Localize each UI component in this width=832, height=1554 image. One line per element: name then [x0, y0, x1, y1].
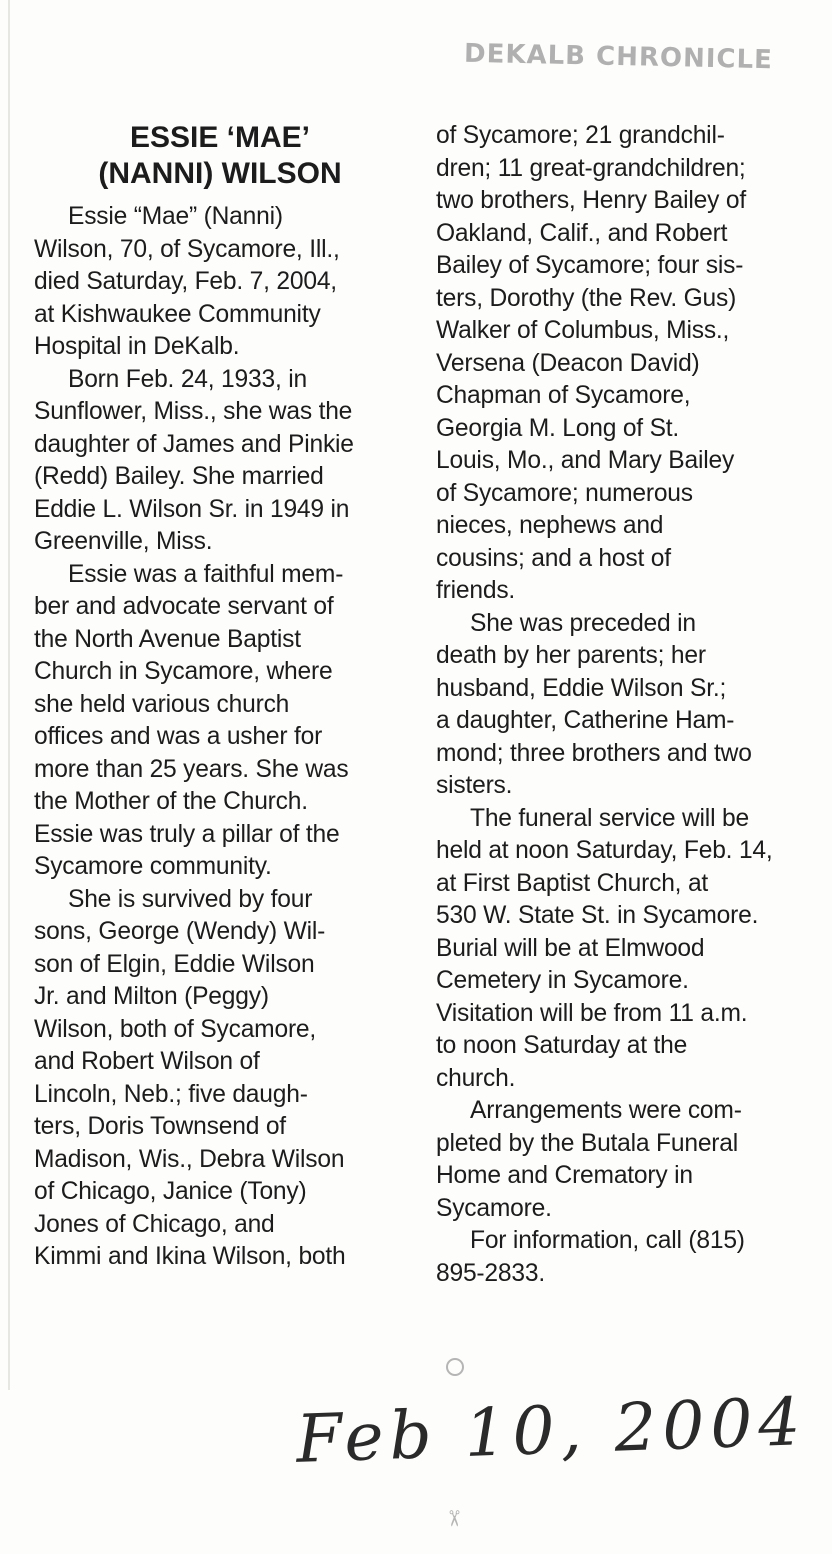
text-line: ters, Doris Townsend of — [34, 1113, 286, 1140]
headline-line: (NANNI) WILSON — [98, 157, 342, 190]
text-line: Madison, Wis., Debra Wilson — [34, 1145, 345, 1173]
text-line: at First Baptist Church, at — [436, 869, 709, 897]
text-line: Born Feb. 24, 1933, in — [68, 365, 307, 393]
text-line: Oakland, Calif., and Robert — [436, 219, 728, 247]
text-line: of Sycamore; 21 grandchil- — [436, 122, 725, 149]
obituary-paragraph — [436, 1225, 816, 1290]
text-line: Louis, Mo., and Mary Bailey — [436, 447, 735, 474]
text-line: Walker of Columbus, Miss., — [436, 317, 730, 344]
obituary-paragraph — [436, 803, 816, 1096]
text-line: Essie was a faithful mem- — [68, 560, 344, 588]
right-column — [436, 120, 816, 1290]
text-line: sisters. — [436, 772, 513, 799]
text-line: the Mother of the Church. — [34, 788, 308, 815]
text-line: son of Elgin, Eddie Wilson — [34, 950, 315, 978]
text-line: Eddie L. Wilson Sr. in 1949 in — [34, 495, 350, 523]
text-line: Essie “Mae” (Nanni) — [68, 203, 283, 230]
text-line: two brothers, Henry Bailey of — [436, 187, 746, 214]
text-line: Jones of Chicago, and — [34, 1210, 275, 1238]
text-line: Home and Crematory in — [436, 1162, 693, 1189]
text-line: Versena (Deacon David) — [436, 349, 700, 377]
text-line: dren; 11 great-grandchildren; — [436, 154, 746, 182]
text-line: a daughter, Catherine Ham- — [436, 707, 735, 734]
text-line: Bailey of Sycamore; four sis- — [436, 252, 744, 279]
text-line: Kimmi and Ikina Wilson, both — [34, 1243, 346, 1270]
text-line: Jr. and Milton (Peggy) — [34, 983, 269, 1010]
text-line: Sycamore community. — [34, 853, 272, 880]
text-line: (Redd) Bailey. She married — [34, 463, 324, 490]
text-line: Sycamore. — [436, 1194, 552, 1222]
hole-punch-mark — [446, 1358, 464, 1376]
scissors-icon: ✂ — [440, 1509, 466, 1528]
text-line: Visitation will be from 11 a.m. — [436, 999, 748, 1027]
handwritten-date: Feb 10, 2004 — [294, 1383, 808, 1478]
text-line: husband, Eddie Wilson Sr.; — [436, 674, 727, 702]
text-line: Chapman of Sycamore, — [436, 382, 691, 409]
text-line: Sunflower, Miss., she was the — [34, 398, 353, 425]
text-line: held at noon Saturday, Feb. 14, — [436, 837, 773, 864]
obituary-paragraph — [436, 608, 816, 803]
text-line: She is survived by four — [68, 885, 313, 913]
text-line: ters, Dorothy (the Rev. Gus) — [436, 284, 737, 312]
text-line: more than 25 years. She was — [34, 755, 349, 783]
left-column — [34, 120, 406, 1274]
text-line: Lincoln, Neb.; five daugh- — [34, 1080, 308, 1108]
text-line: she held various church — [34, 690, 290, 718]
obituary-paragraph — [34, 364, 406, 559]
text-line: Church in Sycamore, where — [34, 658, 333, 685]
text-line: at Kishwaukee Community — [34, 300, 321, 328]
text-line: nieces, nephews and — [436, 512, 664, 539]
text-line: of Chicago, Janice (Tony) — [34, 1178, 307, 1205]
text-line: Georgia M. Long of St. — [436, 414, 680, 442]
text-line: Wilson, 70, of Sycamore, Ill., — [34, 235, 340, 263]
obituary-paragraph — [436, 1095, 816, 1225]
text-line: Arrangements were com- — [470, 1097, 742, 1124]
text-line: 895-2833. — [436, 1259, 545, 1287]
text-line: offices and was a usher for — [34, 723, 323, 750]
text-line: church. — [436, 1064, 516, 1092]
text-line: The funeral service will be — [470, 804, 749, 832]
text-line: cousins; and a host of — [436, 544, 671, 572]
text-line: death by her parents; her — [436, 642, 706, 669]
text-line: of Sycamore; numerous — [436, 479, 693, 507]
left-column-body — [34, 201, 406, 1274]
obituary-paragraph — [34, 559, 406, 884]
text-line: to noon Saturday at the — [436, 1032, 688, 1059]
text-line: For information, call (815) — [470, 1227, 745, 1254]
newspaper-stamp: DEKALB CHRONICLE — [463, 38, 774, 76]
text-line: and Robert Wilson of — [34, 1048, 260, 1075]
text-line: sons, George (Wendy) Wil- — [34, 918, 326, 945]
text-line: Burial will be at Elmwood — [436, 934, 705, 962]
text-line: She was preceded in — [470, 609, 696, 637]
headline-line: ESSIE ‘MAE’ — [129, 121, 311, 154]
text-line: pleted by the Butala Funeral — [436, 1129, 739, 1157]
text-line: Hospital in DeKalb. — [34, 333, 240, 360]
text-line: daughter of James and Pinkie — [34, 430, 354, 458]
obituary-paragraph — [34, 884, 406, 1274]
text-line: Greenville, Miss. — [34, 528, 213, 555]
text-line: ber and advocate servant of — [34, 593, 334, 620]
text-line: Cemetery in Sycamore. — [436, 967, 689, 994]
text-line: Essie was truly a pillar of the — [34, 820, 340, 848]
right-column-body — [436, 120, 816, 1290]
text-line: the North Avenue Baptist — [34, 625, 301, 653]
obituary-paragraph — [34, 201, 406, 364]
text-line: friends. — [436, 577, 516, 604]
obituary-paragraph — [436, 120, 816, 608]
text-line: died Saturday, Feb. 7, 2004, — [34, 268, 337, 295]
page-edge-rule — [8, 0, 10, 1390]
obituary-headline — [34, 120, 406, 192]
text-line: Wilson, both of Sycamore, — [34, 1015, 317, 1043]
text-line: 530 W. State St. in Sycamore. — [436, 902, 759, 929]
text-line: mond; three brothers and two — [436, 739, 752, 767]
